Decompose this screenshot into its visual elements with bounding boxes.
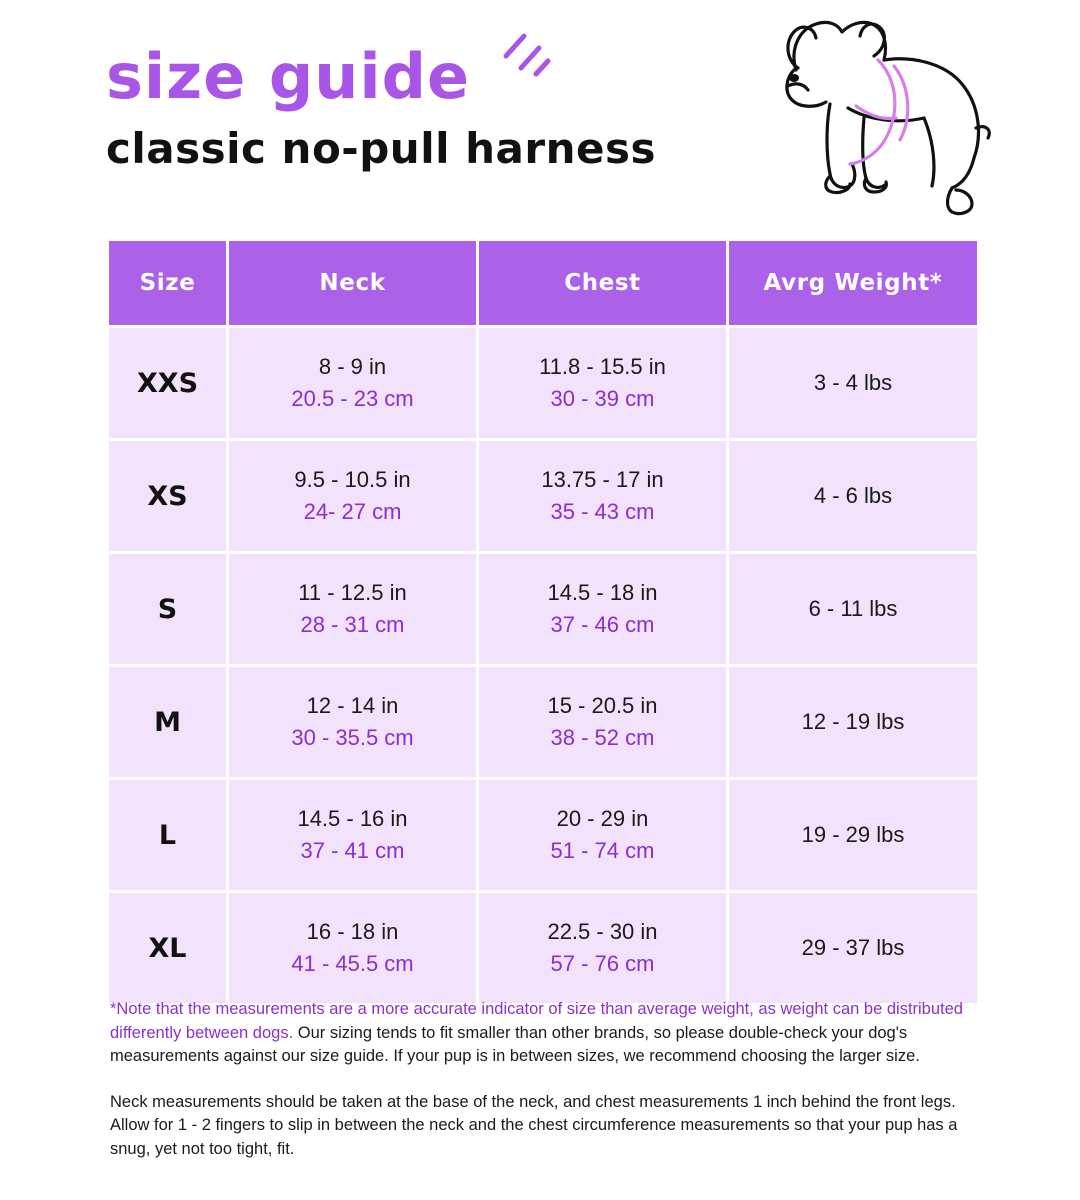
cell-chest — [479, 554, 726, 664]
sparkle-icon — [494, 26, 554, 86]
chest-cm: 35 - 43 cm — [550, 499, 655, 524]
table-header-row — [109, 241, 977, 325]
cell-chest — [479, 893, 726, 1003]
title-block — [106, 40, 656, 174]
cell-chest — [479, 441, 726, 551]
cell-chest — [479, 780, 726, 890]
cell-neck — [229, 328, 476, 438]
table-row — [109, 554, 977, 664]
weight-value: 29 - 37 lbs — [801, 935, 905, 960]
neck-cm: 41 - 45.5 cm — [291, 951, 414, 976]
cell-neck — [229, 667, 476, 777]
neck-cm: 20.5 - 23 cm — [291, 386, 414, 411]
neck-inches: 12 - 14 in — [306, 693, 399, 719]
weight-value: 6 - 11 lbs — [808, 596, 898, 621]
cell-neck — [229, 554, 476, 664]
page-title: size guide — [106, 40, 471, 113]
note-accent-text: *Note that the measurements are a more accurate indicator of size than average weight, as weight can be distributed differently between dogs. — [110, 1000, 963, 1042]
neck-cm: 30 - 35.5 cm — [291, 725, 414, 750]
table-row — [109, 667, 977, 777]
neck-inches: 11 - 12.5 in — [298, 580, 407, 606]
chest-inches: 11.8 - 15.5 in — [539, 354, 666, 380]
column-header-chest: Chest — [479, 241, 726, 325]
weight-value: 3 - 4 lbs — [813, 370, 893, 395]
cell-size: S — [109, 554, 226, 664]
neck-inches: 8 - 9 in — [318, 354, 387, 380]
weight-value: 4 - 6 lbs — [813, 483, 893, 508]
chest-inches: 20 - 29 in — [556, 806, 649, 832]
cell-weight — [729, 667, 977, 777]
cell-weight — [729, 441, 977, 551]
page-subtitle: classic no-pull harness — [106, 124, 656, 174]
cell-size: L — [109, 780, 226, 890]
note-how-to-measure: Neck measurements should be taken at the base of the neck, and chest measurements 1 inch behind the front legs. Allow for 1 - 2 fingers to slip in between the neck and the chest circumference measurements so that your pup has a snug, yet not too tight, fit. — [110, 1092, 958, 1158]
cell-chest — [479, 667, 726, 777]
chest-inches: 14.5 - 18 in — [547, 580, 658, 606]
cell-size: XL — [109, 893, 226, 1003]
chest-cm: 38 - 52 cm — [550, 725, 655, 750]
neck-inches: 16 - 18 in — [306, 919, 399, 945]
cell-weight — [729, 554, 977, 664]
column-header-weight: Avrg Weight* — [729, 241, 977, 325]
column-header-neck: Neck — [229, 241, 476, 325]
table-row — [109, 441, 977, 551]
cell-chest — [479, 328, 726, 438]
cell-size: M — [109, 667, 226, 777]
cell-neck — [229, 441, 476, 551]
cell-neck — [229, 780, 476, 890]
weight-value: 12 - 19 lbs — [801, 709, 905, 734]
neck-inches: 9.5 - 10.5 in — [294, 467, 411, 493]
dog-illustration — [738, 8, 1008, 223]
cell-weight — [729, 328, 977, 438]
cell-size: XXS — [109, 328, 226, 438]
chest-cm: 37 - 46 cm — [550, 612, 655, 637]
size-table-container — [106, 238, 974, 1006]
cell-weight — [729, 780, 977, 890]
neck-cm: 24- 27 cm — [303, 499, 402, 524]
chest-inches: 22.5 - 30 in — [547, 919, 658, 945]
table-row — [109, 328, 977, 438]
cell-neck — [229, 893, 476, 1003]
note-rest-text: Our sizing tends to fit smaller than other brands, so please double-check your dog's measurements against our size guide. If your pup is in between sizes, we recommend choosing the larger size. — [110, 1023, 920, 1066]
note-measurements — [110, 998, 976, 1069]
neck-cm: 28 - 31 cm — [300, 612, 405, 637]
column-header-size: Size — [109, 241, 226, 325]
neck-cm: 37 - 41 cm — [300, 838, 405, 863]
chest-inches: 13.75 - 17 in — [541, 467, 664, 493]
chest-cm: 57 - 76 cm — [550, 951, 655, 976]
chest-cm: 51 - 74 cm — [550, 838, 655, 863]
neck-inches: 14.5 - 16 in — [297, 806, 408, 832]
weight-value: 19 - 29 lbs — [801, 822, 905, 847]
page-header — [0, 0, 1080, 200]
chest-cm: 30 - 39 cm — [550, 386, 655, 411]
cell-weight — [729, 893, 977, 1003]
size-table — [106, 238, 980, 1006]
table-row — [109, 780, 977, 890]
table-row — [109, 893, 977, 1003]
chest-inches: 15 - 20.5 in — [547, 693, 658, 719]
notes-section — [110, 998, 976, 1184]
cell-size: XS — [109, 441, 226, 551]
